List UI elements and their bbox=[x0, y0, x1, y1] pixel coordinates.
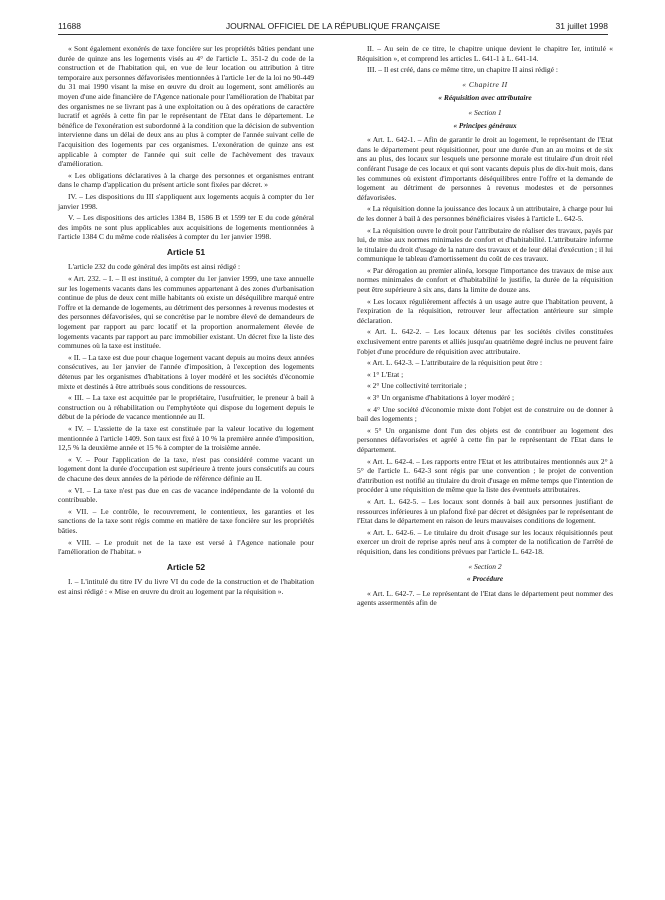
paragraph: « Art. L. 642-2. – Les locaux détenus par les sociétés civiles constituées exclusivement entre parents et alliés jusqu'au quatrième degré inclus ne peuvent faire l'objet d'une procédure de réquisition avec attributaire. bbox=[357, 327, 613, 356]
paragraph: « VII. – Le contrôle, le recouvrement, le contentieux, les garanties et les sanctions de la taxe sont régis comme en matière de taxe foncière sur les propriétés bâties. bbox=[58, 506, 314, 535]
list-item: « 4° Une société d'économie mixte dont l'objet est de construire ou de donner à bail des logements ; bbox=[357, 404, 613, 424]
paragraph: « Sont également exonérés de taxe foncière sur les propriétés bâties pendant une durée de quinze ans les logements visés au 4° de l'article L. 351-2 du code de la construction et de l'habitation qui, en vue de leur location ou attribution à titre temporaire aux personnes défavorisées mentionnées à l'article 1er de la loi no 90-449 du 31 mai 1990 visant la mise en œuvre du droit au logement, sont améliorés au moyen d'une aide financière de l'Agence nationale pour l'amélioration de l'habitat par des organismes ne se livrant pas à une exploitation ou à des opérations de caractère lucratif et agréés à cette fin par le représentant de l'Etat dans le département. Le bénéfice de l'exonération est subordonné à la condition que la décision de subvention intervienne dans un délai de deux ans au plus à compter de l'année suivant celle de l'acquisition des logements par ces organismes. L'exonération de quinze ans est applicable à compter de l'année qui suit celle de l'achèvement des travaux d'amélioration. bbox=[58, 44, 314, 169]
article-51-title: Article 51 bbox=[166, 246, 206, 257]
article-52-title: Article 52 bbox=[166, 561, 206, 572]
paragraph: « Les obligations déclaratives à la charge des personnes et organismes entrant dans le champ d'application du présent article sont fixées par décret. » bbox=[58, 170, 314, 190]
list-item: « 3° Un organisme d'habitations à loyer modéré ; bbox=[367, 393, 515, 402]
paragraph: « Par dérogation au premier alinéa, lorsque l'importance des travaux de mise aux normes minimales de confort et d'habitabilité le justifie, la durée de la réquisition peut être supérieure à six ans, dans la limite de douze ans. bbox=[357, 265, 613, 295]
paragraph: L'article 232 du code général des impôts est ainsi rédigé : bbox=[68, 262, 241, 272]
page-header bbox=[58, 21, 608, 35]
right-column bbox=[357, 44, 613, 610]
chapter-heading: « Chapitre II bbox=[462, 79, 508, 89]
paragraph: « III. – La taxe est acquittée par le propriétaire, l'usufruitier, le preneur à bail à construction ou à réhabilitation ou l'emphytéote qui dispose du logement depuis le début de la période de vacance mentionnée au II. bbox=[58, 393, 314, 422]
paragraph: « Art. L. 642-3. – L'attributaire de la réquisition peut être : bbox=[367, 358, 543, 368]
paragraph: « La réquisition donne la jouissance des locaux à un attributaire, à charge pour lui de les donner à bail à des personnes bénéficiaires visées à l'article L. 642-5. bbox=[357, 204, 613, 223]
paragraph: I. – L'intitulé du titre IV du livre VI du code de la construction et de l'habitation est ainsi rédigé : « Mise en œuvre du droit au logement par la réquisition ». bbox=[58, 577, 314, 596]
paragraph: « Les locaux régulièrement affectés à un usage autre que l'habitation peuvent, à l'expiration de la réquisition, retrouver leur affectation antérieure sur simple déclaration. bbox=[357, 296, 613, 325]
publication-date: 31 juillet 1998 bbox=[555, 21, 608, 31]
paragraph: « Art. L. 642-7. – Le représentant de l'Etat dans le département peut nommer des agents assermentés afin de bbox=[357, 588, 613, 608]
paragraph: « Art. L. 642-5. – Les locaux sont donnés à bail aux personnes justifiant de ressources inférieures à un plafond fixé par décret et désignées par le représentant de l'Etat dans le département en raison de leurs mauvaises conditions de logement. bbox=[357, 496, 613, 526]
paragraph: III. – Il est créé, dans ce même titre, un chapitre II ainsi rédigé : bbox=[367, 65, 558, 75]
paragraph: « Art. L. 642-4. – Les rapports entre l'Etat et les attributaires mentionnés aux 2° à 5° de l'article L. 642-3 sont régis par une convention ; le projet de convention d'attribution est notifié au titulaire du droit d'usage en même temps que l'intention de procéder à une réquisition de même que la liste des éventuels attributaires. bbox=[357, 456, 613, 495]
paragraph: « VI. – La taxe n'est pas due en cas de vacance indépendante de la volonté du contribuable. bbox=[58, 485, 314, 505]
journal-title: JOURNAL OFFICIEL DE LA RÉPUBLIQUE FRANÇAISE bbox=[225, 21, 441, 31]
list-item: « 5° Un organisme dont l'un des objets est de contribuer au logement des personnes défavorisées et agréé à cette fin par le représentant de l'Etat dans le département. bbox=[357, 425, 613, 454]
left-column bbox=[58, 44, 314, 598]
paragraph: « La réquisition ouvre le droit pour l'attributaire de réaliser des travaux, payés par lui, de mise aux normes minimales de confort et d'habitabilité. L'attributaire informe le titulaire du droit d'usage de la nature des travaux et de leur délai d'exécution ; il lui communique le tableau d'amortissement du coût de ces travaux. bbox=[357, 225, 613, 264]
list-item: « 1° L'Etat ; bbox=[367, 369, 404, 379]
section-1-heading: « Section 1 bbox=[468, 107, 502, 117]
header-rule bbox=[58, 34, 608, 35]
paragraph: II. – Au sein de ce titre, le chapitre unique devient le chapitre Ier, intitulé « Réquisition », et comprend les articles L. 641-1 à L. 641-14. bbox=[357, 44, 613, 63]
paragraph: « II. – La taxe est due pour chaque logement vacant depuis au moins deux années consécutives, au 1er janvier de l'année d'imposition, à l'exception des logements détenus par les organismes d'habitations à loyer modéré et les sociétés d'économie mixte et destinés à être attribués sous conditions de ressources. bbox=[58, 352, 314, 391]
page-number: 11688 bbox=[58, 21, 82, 31]
chapter-title: « Réquisition avec attributaire bbox=[438, 93, 532, 103]
section-2-heading: « Section 2 bbox=[468, 561, 502, 571]
paragraph: « Art. L. 642-6. – Le titulaire du droit d'usage sur les locaux réquisitionnés peut exercer un droit de reprise après neuf ans à compter de la notification de l'arrêté de réquisition, dans les conditions prévues par l'article L. 642-18. bbox=[357, 527, 613, 556]
paragraph: « IV. – L'assiette de la taxe est constituée par la valeur locative du logement mentionnée à l'article 1409. Son taux est fixé à 10 % la première année d'imposition, 12,5 % la deuxième année et 15 % à compter de la troisième année. bbox=[58, 423, 314, 453]
paragraph: IV. – Les dispositions du III s'appliquent aux logements acquis à compter du 1er janvier 1998. bbox=[58, 191, 314, 211]
paragraph: « Art. 232. – I. – Il est institué, à compter du 1er janvier 1999, une taxe annuelle sur les logements vacants dans les communes appartenant à des zones d'urbanisation continue de plus de deux cent mille habitants où existe un déséquilibre marqué entre l'offre et la demande de logements, au détriment des personnes à revenus modestes et des personnes défavorisées, qui se concrétise par le nombre élevé de demandeurs de logement par rapport au parc locatif et la proportion anormalement élevée de logements vacants par rapport au parc immobilier existant. Un décret fixe la liste des communes où la taxe est instituée. bbox=[58, 274, 314, 351]
section-2-title: « Procédure bbox=[466, 575, 504, 584]
section-1-title: « Principes généraux bbox=[453, 121, 517, 130]
paragraph: « Art. L. 642-1. – Afin de garantir le droit au logement, le représentant de l'Etat dans le département peut réquisitionner, pour une durée d'un an au moins et de six ans au plus, des locaux sur lesquels une personne morale est titulaire d'un droit réel conférant l'usage de ces locaux et qui sont vacants depuis plus de dix-huit mois, dans les communes où existent d'importants déséquilibres entre l'offre et la demande de logement au détriment de personnes à revenus modestes et de personnes défavorisées. bbox=[357, 135, 613, 202]
paragraph: V. – Les dispositions des articles 1384 B, 1586 B et 1599 ter E du code général des impôts ne sont plus applicables aux acquisitions de logements mentionnées à l'article 1384 C du même code réalisées à compter du 1er janvier 1998. bbox=[58, 213, 314, 242]
paragraph: « VIII. – Le produit net de la taxe est versé à l'Agence nationale pour l'amélioration de l'habitat. » bbox=[58, 537, 314, 557]
paragraph: « V. – Pour l'application de la taxe, n'est pas considéré comme vacant un logement dont la durée d'occupation est supérieure à trente jours consécutifs au cours de chacune des deux années de la période de référence définie au II. bbox=[58, 454, 314, 483]
list-item: « 2° Une collectivité territoriale ; bbox=[367, 381, 467, 391]
